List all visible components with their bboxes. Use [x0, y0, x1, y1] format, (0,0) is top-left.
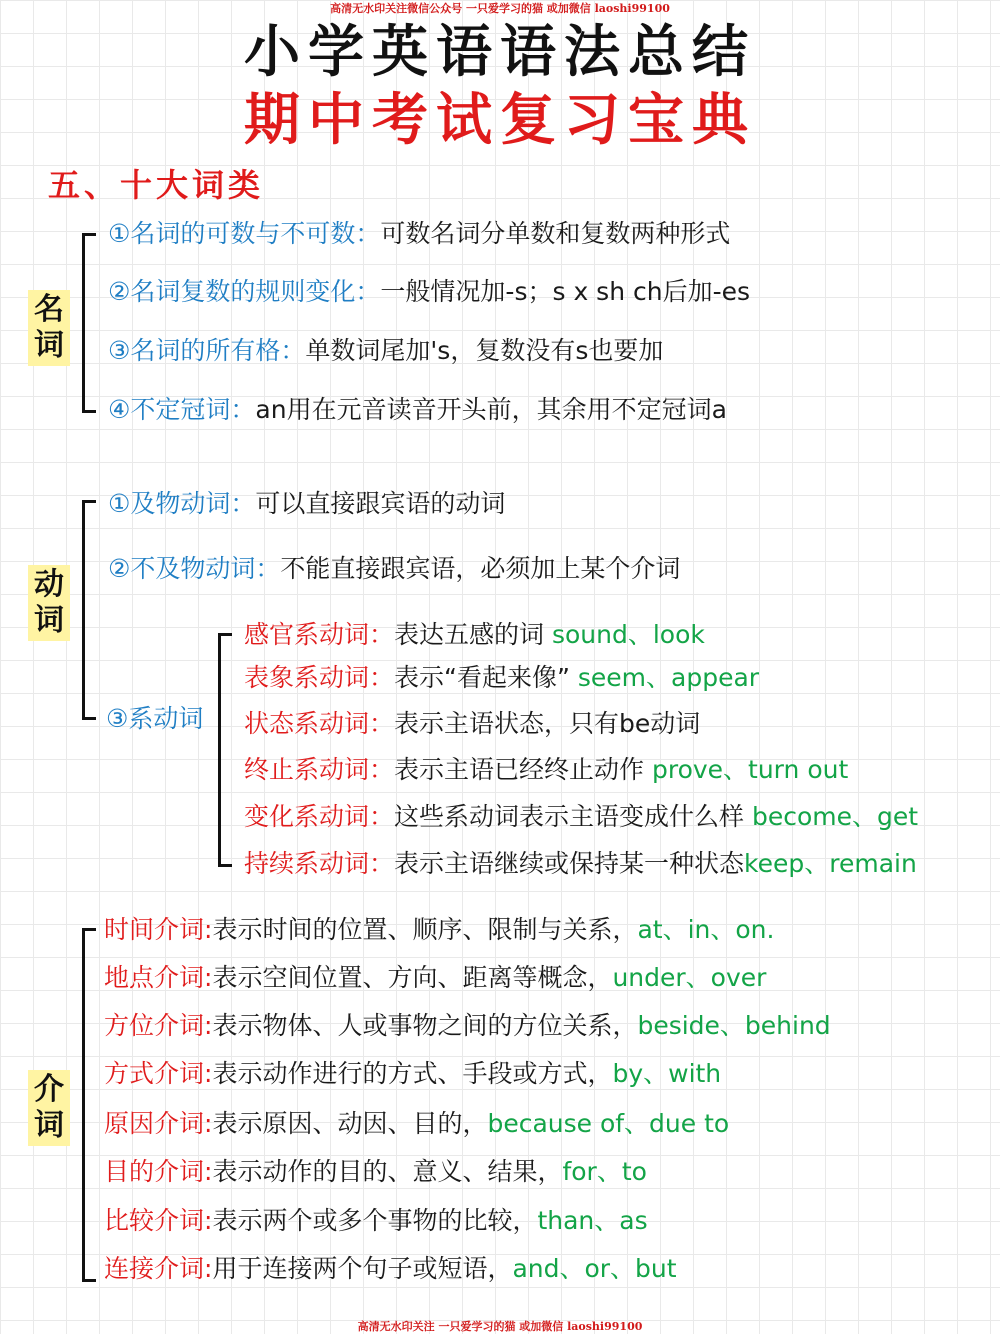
noun-bracket: [82, 233, 96, 413]
prep-example: and、or、but: [512, 1254, 677, 1283]
verb-item: [108, 553, 680, 585]
noun-label: ④不定冠词：: [108, 395, 256, 424]
preposition-item: [104, 1156, 647, 1188]
linking-label: 变化系动词：: [244, 802, 395, 831]
prep-label: 原因介词:: [104, 1109, 213, 1138]
linking-label: 终止系动词：: [244, 755, 395, 784]
noun-text: an用在元音读音开头前，其余用不定冠词a: [255, 395, 727, 424]
category-char: 动: [34, 567, 64, 602]
category-char: 词: [34, 1108, 64, 1143]
linking-text: 表达五感的词: [394, 620, 552, 649]
verb-item: [108, 488, 505, 520]
prep-text: 表示动作进行的方式、手段或方式，: [212, 1059, 613, 1088]
prep-example: beside、behind: [637, 1011, 831, 1040]
linking-verb-item: [244, 848, 917, 880]
linking-verb-label: ③系动词: [106, 704, 204, 733]
preposition-item: [104, 1058, 721, 1090]
prep-text: 表示原因、动因、目的，: [212, 1109, 488, 1138]
linking-label: 状态系动词：: [244, 709, 395, 738]
verb-bracket: [82, 500, 96, 720]
linking-example: seem、appear: [577, 663, 760, 692]
prep-text: 表示空间位置、方向、距离等概念，: [212, 963, 613, 992]
linking-example: become、get: [751, 802, 919, 831]
preposition-item: [104, 1253, 677, 1285]
prep-label: 比较介词:: [104, 1206, 213, 1235]
preposition-item: [104, 1108, 729, 1140]
preposition-item: [104, 914, 774, 946]
linking-text: 表示“看起来像”: [394, 663, 578, 692]
category-char: 介: [34, 1072, 64, 1107]
linking-text: 这些系动词表示主语变成什么样: [394, 802, 752, 831]
linking-text: 表示主语状态，只有be动词: [394, 709, 701, 738]
noun-label: ①名词的可数与不可数：: [108, 219, 381, 248]
category-char: 名: [34, 292, 64, 327]
prep-text: 表示时间的位置、顺序、限制与关系，: [212, 915, 638, 944]
noun-item: [108, 394, 727, 426]
noun-label: ③名词的所有格：: [108, 336, 306, 365]
watermark-bottom: 高清无水印关注 一只爱学习的猫 或加微信 laoshi99100: [357, 1320, 643, 1333]
category-verb: [28, 565, 70, 641]
linking-verb-bracket: [218, 633, 232, 867]
preposition-bracket: [82, 928, 96, 1282]
verb-text: 不能直接跟宾语，必须加上某个介词: [280, 554, 681, 583]
category-preposition: [28, 1070, 70, 1146]
prep-example: than、as: [537, 1206, 648, 1235]
linking-verb-item: [244, 708, 700, 740]
noun-text: 单数词尾加's，复数没有s也要加: [305, 336, 664, 365]
linking-verb-item: [244, 662, 759, 694]
prep-label: 方式介词:: [104, 1059, 213, 1088]
prep-example: for、to: [562, 1157, 647, 1186]
linking-example: keep、remain: [744, 849, 917, 878]
linking-verb-item: [244, 619, 705, 651]
prep-text: 表示动作的目的、意义、结果，: [212, 1157, 563, 1186]
linking-example: sound、look: [551, 620, 705, 649]
title-line-1: 小学英语语法总结: [244, 20, 756, 85]
category-char: 词: [34, 328, 64, 363]
noun-text: 可数名词分单数和复数两种形式: [380, 219, 731, 248]
linking-text: 表示主语继续或保持某一种状态: [394, 849, 745, 878]
linking-label: 感官系动词：: [244, 620, 395, 649]
prep-text: 表示两个或多个事物的比较，: [212, 1206, 538, 1235]
preposition-item: [104, 962, 766, 994]
verb-label: ①及物动词：: [108, 489, 256, 518]
prep-label: 时间介词:: [104, 915, 213, 944]
prep-label: 方位介词:: [104, 1011, 213, 1040]
prep-text: 用于连接两个句子或短语，: [212, 1254, 513, 1283]
noun-item: [108, 218, 730, 250]
noun-text: 一般情况加-s；s x sh ch后加-es: [380, 277, 751, 306]
linking-text: 表示主语已经终止动作: [394, 755, 652, 784]
prep-example: at、in、on.: [637, 915, 775, 944]
prep-example: by、with: [612, 1059, 722, 1088]
prep-label: 目的介词:: [104, 1157, 213, 1186]
noun-item: [108, 276, 750, 308]
category-char: 词: [34, 603, 64, 638]
prep-example: because of、due to: [487, 1109, 730, 1138]
verb-label: ②不及物动词：: [108, 554, 281, 583]
linking-verb-item: [244, 801, 918, 833]
prep-label: 地点介词:: [104, 963, 213, 992]
linking-label: 持续系动词：: [244, 849, 395, 878]
noun-label: ②名词复数的规则变化：: [108, 277, 381, 306]
prep-label: 连接介词:: [104, 1254, 213, 1283]
prep-text: 表示物体、人或事物之间的方位关系，: [212, 1011, 638, 1040]
preposition-item: [104, 1010, 831, 1042]
preposition-item: [104, 1205, 648, 1237]
section-title: 五、十大词类: [48, 166, 265, 204]
linking-example: prove、turn out: [651, 755, 849, 784]
noun-item: [108, 335, 663, 367]
verb-text: 可以直接跟宾语的动词: [255, 489, 506, 518]
title-line-2: 期中考试复习宝典: [244, 88, 756, 153]
linking-label: 表象系动词：: [244, 663, 395, 692]
prep-example: under、over: [612, 963, 767, 992]
category-noun: [28, 290, 70, 366]
watermark-top: 高清无水印关注微信公众号 一只爱学习的猫 或加微信 laoshi99100: [330, 2, 670, 15]
linking-verb-item: [244, 754, 848, 786]
